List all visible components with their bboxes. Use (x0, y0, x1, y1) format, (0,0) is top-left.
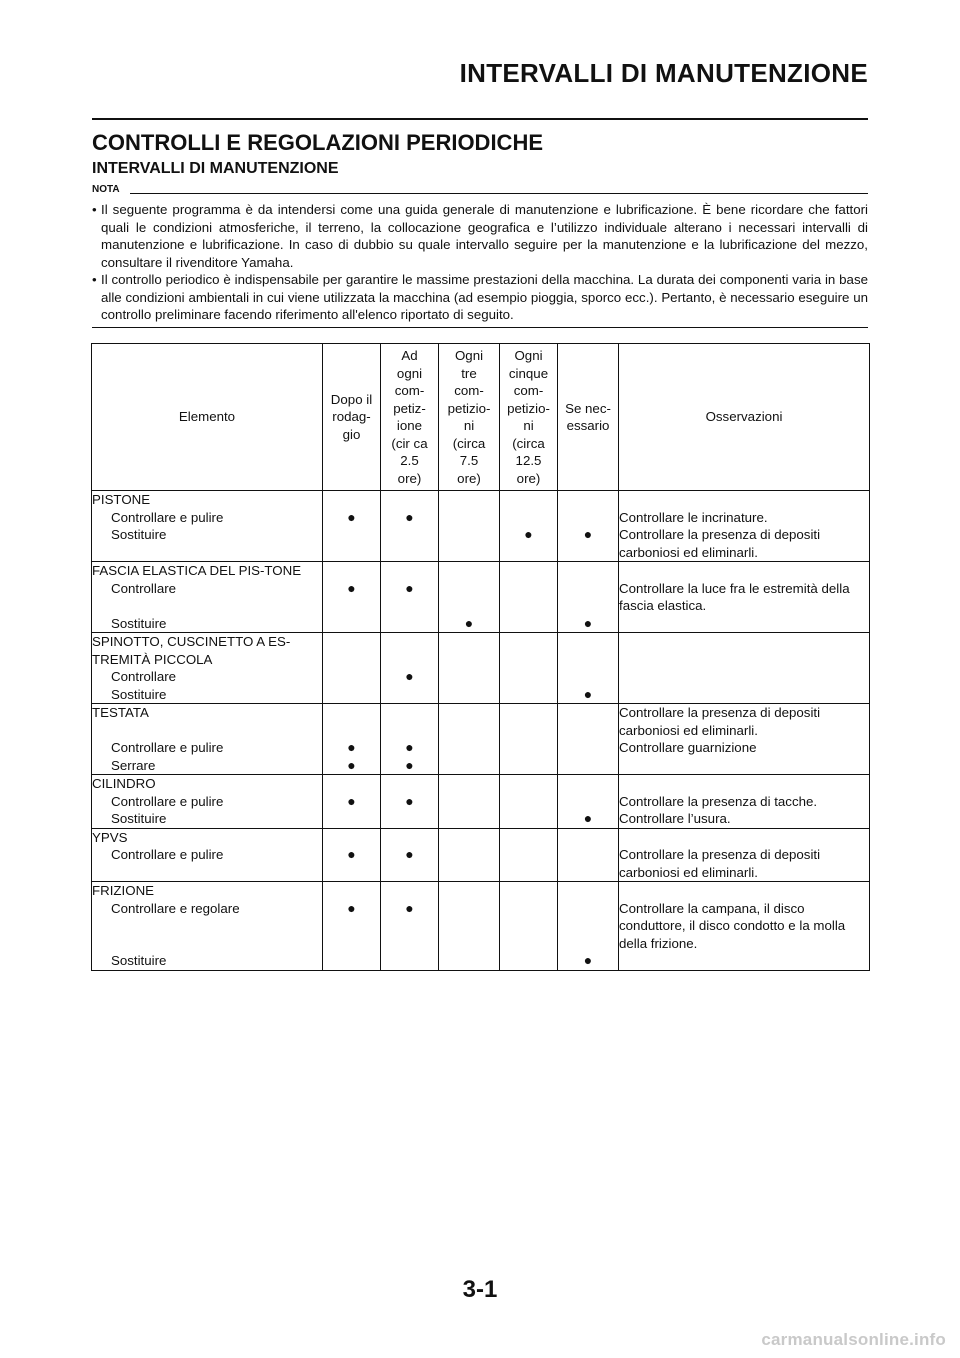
group-header-row (92, 491, 870, 509)
empty-cell (323, 810, 381, 828)
empty-cell (558, 828, 619, 846)
table-row (92, 668, 870, 686)
group-name: SPINOTTO, CUSCINETTO A ES-TREMITÀ PICCOLA (92, 633, 323, 669)
group-name: TESTATA (92, 704, 323, 740)
empty-cell (500, 952, 558, 970)
empty-cell (500, 491, 558, 509)
empty-cell (500, 828, 558, 846)
table-group (92, 775, 870, 829)
group-header-row (92, 882, 870, 900)
empty-cell (558, 668, 619, 686)
empty-cell (323, 952, 381, 970)
table-group (92, 882, 870, 971)
interval-dot-icon: ● (558, 526, 619, 562)
note-item: • Il seguente programma è da intendersi come una guida generale di manutenzione e lubrificazione. È bene ricordare che fattori quali le condizioni atmosferiche, il terreno, la collocazione geografica e l’utilizzo individuale alterano i necessari intervalli di manutenzione e lubrificazione. In caso di dubbio su quale intervallo seguire per la manutenzione e la lubrificazione del mezzo, consultare il rivenditore Yamaha. (92, 201, 868, 271)
group-observation (619, 828, 870, 846)
empty-cell (439, 686, 500, 704)
table-row (92, 846, 870, 882)
empty-cell (558, 757, 619, 775)
group-name: YPVS (92, 828, 323, 846)
header-ogni-competizione: Ad ogni com- petiz- ione (cir ca 2.5 ore) (381, 344, 439, 491)
empty-cell (323, 491, 381, 509)
empty-cell (323, 882, 381, 900)
header-ogni-cinque-competizioni: Ogni cinque com- petizio- ni (circa 12.5 ore) (500, 344, 558, 491)
subsection-title: INTERVALLI DI MANUTENZIONE (92, 160, 339, 177)
empty-cell (323, 562, 381, 580)
group-header-row (92, 704, 870, 740)
note-label: NOTA (92, 184, 120, 195)
empty-cell (558, 739, 619, 757)
maintenance-table (91, 343, 870, 971)
observation: Controllare la presenza di tacche. (619, 793, 870, 811)
empty-cell (439, 526, 500, 562)
empty-cell (500, 793, 558, 811)
empty-cell (439, 491, 500, 509)
note-list (92, 201, 868, 324)
empty-cell (439, 900, 500, 953)
empty-cell (558, 882, 619, 900)
table-group (92, 491, 870, 562)
header-dopo-rodaggio: Dopo il rodag- gio (323, 344, 381, 491)
interval-dot-icon: ● (558, 615, 619, 633)
table-group (92, 828, 870, 882)
empty-cell (381, 810, 439, 828)
operation-label: Sostituire (92, 810, 323, 828)
interval-dot-icon: ● (323, 739, 381, 757)
interval-dot-icon: ● (500, 526, 558, 562)
table-row (92, 580, 870, 615)
empty-cell (381, 686, 439, 704)
header-rule (92, 118, 868, 120)
empty-cell (439, 810, 500, 828)
note-bottom-rule (92, 327, 868, 328)
interval-dot-icon: ● (381, 757, 439, 775)
empty-cell (500, 739, 558, 757)
observation: Controllare la presenza di depositi carboniosi ed eliminarli. (619, 526, 870, 562)
operation-label: Controllare (92, 580, 323, 615)
operation-label: Sostituire (92, 686, 323, 704)
running-title: INTERVALLI DI MANUTENZIONE (459, 58, 868, 88)
empty-cell (500, 633, 558, 669)
table-row (92, 900, 870, 953)
table-row (92, 793, 870, 811)
empty-cell (439, 793, 500, 811)
empty-cell (439, 846, 500, 882)
empty-cell (439, 509, 500, 527)
empty-cell (381, 615, 439, 633)
operation-label: Sostituire (92, 615, 323, 633)
empty-cell (558, 900, 619, 953)
empty-cell (323, 704, 381, 740)
empty-cell (323, 633, 381, 669)
empty-cell (439, 562, 500, 580)
empty-cell (500, 810, 558, 828)
group-name: PISTONE (92, 491, 323, 509)
empty-cell (500, 580, 558, 615)
empty-cell (500, 615, 558, 633)
empty-cell (439, 633, 500, 669)
interval-dot-icon: ● (323, 509, 381, 527)
operation-label: Controllare e pulire (92, 739, 323, 757)
empty-cell (323, 668, 381, 686)
table-row (92, 739, 870, 757)
observation (619, 686, 870, 704)
empty-cell (500, 882, 558, 900)
observation (619, 615, 870, 633)
table-row (92, 952, 870, 970)
table-group (92, 704, 870, 775)
operation-label: Controllare (92, 668, 323, 686)
operation-label: Controllare e pulire (92, 846, 323, 882)
operation-label: Controllare e pulire (92, 793, 323, 811)
group-name: FASCIA ELASTICA DEL PIS-TONE (92, 562, 323, 580)
empty-cell (381, 704, 439, 740)
interval-dot-icon: ● (381, 739, 439, 757)
observation: Controllare l’usura. (619, 810, 870, 828)
operation-label: Sostituire (92, 952, 323, 970)
empty-cell (558, 491, 619, 509)
empty-cell (500, 757, 558, 775)
group-name: CILINDRO (92, 775, 323, 793)
group-observation (619, 775, 870, 793)
interval-dot-icon: ● (323, 580, 381, 615)
header-se-necessario: Se nec- essario (558, 344, 619, 491)
empty-cell (558, 793, 619, 811)
empty-cell (500, 509, 558, 527)
interval-dot-icon: ● (381, 900, 439, 953)
empty-cell (381, 882, 439, 900)
empty-cell (558, 704, 619, 740)
empty-cell (381, 828, 439, 846)
table-group (92, 633, 870, 704)
group-observation: Controllare la presenza di depositi carboniosi ed eliminarli. (619, 704, 870, 740)
empty-cell (439, 580, 500, 615)
interval-dot-icon: ● (381, 793, 439, 811)
header-osservazioni: Osservazioni (619, 344, 870, 491)
empty-cell (439, 739, 500, 757)
observation: Controllare guarnizione (619, 739, 870, 757)
empty-cell (323, 686, 381, 704)
table-row (92, 686, 870, 704)
operation-label: Sostituire (92, 526, 323, 562)
group-header-row (92, 828, 870, 846)
table-header-row (92, 344, 870, 491)
table-row (92, 810, 870, 828)
group-observation (619, 491, 870, 509)
interval-dot-icon: ● (323, 793, 381, 811)
table-row (92, 526, 870, 562)
group-header-row (92, 562, 870, 580)
group-name: FRIZIONE (92, 882, 323, 900)
empty-cell (439, 704, 500, 740)
empty-cell (558, 633, 619, 669)
group-observation (619, 633, 870, 669)
empty-cell (500, 686, 558, 704)
interval-dot-icon: ● (558, 810, 619, 828)
empty-cell (439, 952, 500, 970)
watermark: carmanualsonline.info (761, 1330, 946, 1349)
header-elemento: Elemento (92, 344, 323, 491)
observation: Controllare la presenza di depositi carboniosi ed eliminarli. (619, 846, 870, 882)
group-observation (619, 562, 870, 580)
empty-cell (439, 757, 500, 775)
empty-cell (323, 526, 381, 562)
empty-cell (500, 704, 558, 740)
table-row (92, 509, 870, 527)
header-ogni-tre-competizioni: Ogni tre com- petizio- ni (circa 7.5 ore) (439, 344, 500, 491)
empty-cell (500, 846, 558, 882)
operation-label: Controllare e regolare (92, 900, 323, 953)
table-row (92, 615, 870, 633)
observation (619, 757, 870, 775)
interval-dot-icon: ● (439, 615, 500, 633)
empty-cell (500, 562, 558, 580)
empty-cell (558, 509, 619, 527)
empty-cell (439, 775, 500, 793)
group-observation (619, 882, 870, 900)
observation: Controllare le incrinature. (619, 509, 870, 527)
empty-cell (558, 580, 619, 615)
interval-dot-icon: ● (381, 846, 439, 882)
empty-cell (558, 846, 619, 882)
empty-cell (381, 526, 439, 562)
empty-cell (381, 633, 439, 669)
group-header-row (92, 775, 870, 793)
empty-cell (381, 491, 439, 509)
table-row (92, 757, 870, 775)
operation-label: Serrare (92, 757, 323, 775)
empty-cell (558, 562, 619, 580)
empty-cell (381, 562, 439, 580)
interval-dot-icon: ● (381, 668, 439, 686)
observation (619, 668, 870, 686)
empty-cell (500, 668, 558, 686)
empty-cell (439, 882, 500, 900)
empty-cell (439, 828, 500, 846)
operation-label: Controllare e pulire (92, 509, 323, 527)
page-number: 3-1 (462, 1276, 498, 1303)
interval-dot-icon: ● (381, 580, 439, 615)
empty-cell (323, 615, 381, 633)
observation: Controllare la campana, il disco conduttore, il disco condotto e la molla della frizione. (619, 900, 870, 953)
section-title: CONTROLLI E REGOLAZIONI PERIODICHE (92, 130, 544, 155)
empty-cell (439, 668, 500, 686)
observation: Controllare la luce fra le estremità della fascia elastica. (619, 580, 870, 615)
group-header-row (92, 633, 870, 669)
note-top-rule (130, 193, 868, 194)
empty-cell (381, 775, 439, 793)
table-group (92, 562, 870, 633)
empty-cell (323, 775, 381, 793)
interval-dot-icon: ● (558, 952, 619, 970)
empty-cell (323, 828, 381, 846)
interval-dot-icon: ● (558, 686, 619, 704)
empty-cell (558, 775, 619, 793)
interval-dot-icon: ● (381, 509, 439, 527)
observation (619, 952, 870, 970)
interval-dot-icon: ● (323, 846, 381, 882)
note-item: • Il controllo periodico è indispensabile per garantire le massime prestazioni della macchina. La durata dei componenti varia in base alle condizioni ambientali in cui viene utilizzata la macchina (ad esempio pioggia, sporco ecc.). Pertanto, è necessario eseguire un controllo preliminare facendo riferimento all'elenco riportato di seguito. (92, 271, 868, 324)
interval-dot-icon: ● (323, 757, 381, 775)
empty-cell (500, 900, 558, 953)
interval-dot-icon: ● (323, 900, 381, 953)
empty-cell (381, 952, 439, 970)
empty-cell (500, 775, 558, 793)
